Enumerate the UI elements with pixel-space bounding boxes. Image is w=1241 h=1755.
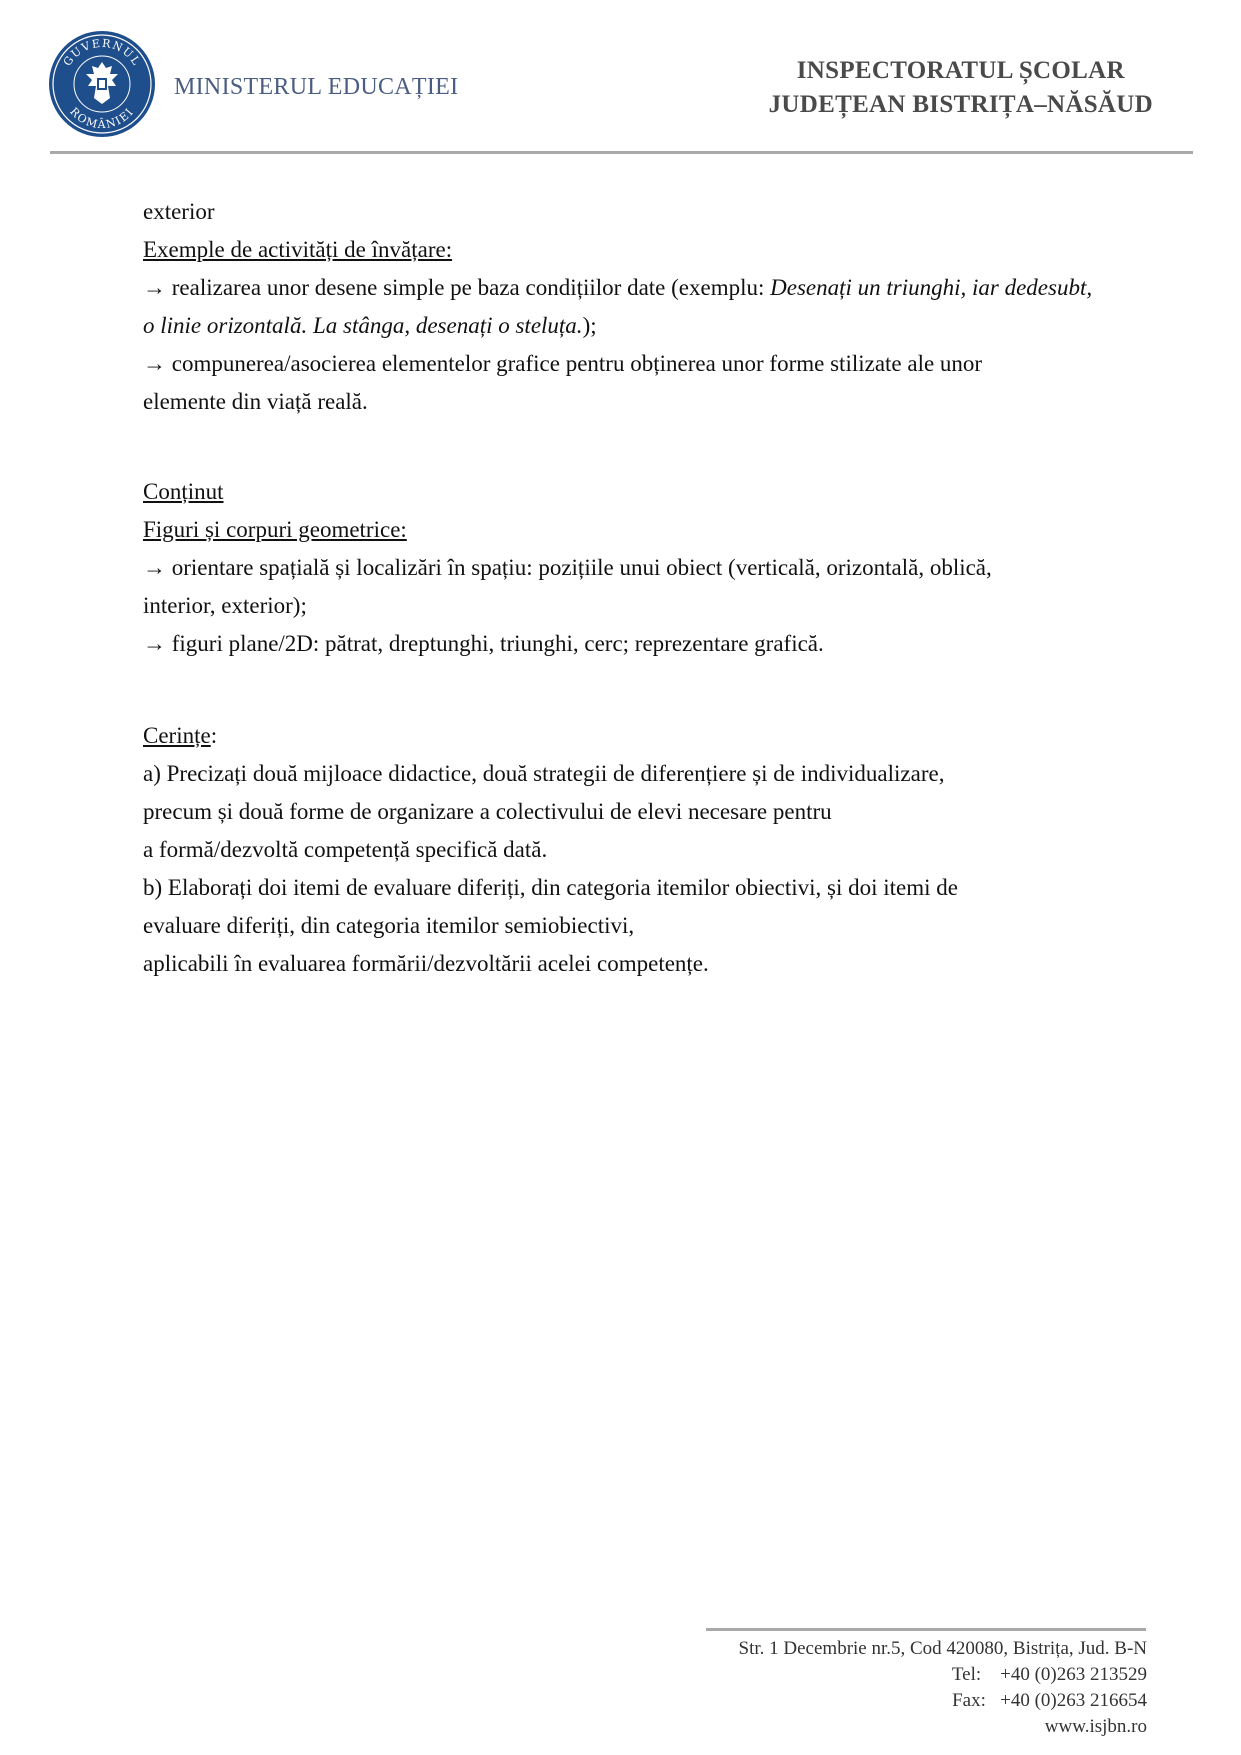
inspectorate-line-1: INSPECTORATUL ȘCOLAR: [796, 57, 1125, 84]
document-body: exterior Exemple de activități de învățare: → realizarea unor desene simple pe baza condițiilor date (exemplu: Desenați un triunghi, iar dedesubt, o linie orizontală. La stânga, desenați o steluța.); → compunerea/asocierea elementelor grafice pentru obținerea unor forme stilizate ale unor elemente din viață reală. Conținut Figuri și corpuri geometrice: → orientare spațială și localizări în spațiu: pozițiile unui obiect (verticală, orizontală, oblică, interior, exterior); → figuri plane/2D: pătrat, dreptunghi, triunghi, cerc; reprezentare grafică. Cerințe: a) Precizați două mijloace didactice, două strategii de diferențiere și de individualizare, precum și două forme de organizare a colectivului de elevi necesare pentru a formă/dezvoltă competență specifică dată. b) Elaborați doi itemi de evaluare diferiți, din categoria itemilor obiectivi, și doi itemi de evaluare diferiți, din categoria itemilor semiobiectivi, aplicabili în evaluarea formării/dezvoltării acelei competențe.: [143, 193, 1103, 983]
example-activity-2-line-2: elemente din viață reală.: [143, 389, 368, 414]
logo-text-bottom: ROMÂNIEI: [67, 104, 137, 132]
requirements-heading: Cerințe: [143, 723, 211, 748]
examples-heading: Exemple de activități de învățare:: [143, 237, 453, 262]
content-heading: Conținut: [143, 479, 224, 504]
requirement-a-line-3: a formă/dezvoltă competență specifică dată.: [143, 837, 548, 862]
footer-address: Str. 1 Decembrie nr.5, Cod 420080, Bistrița, Jud. B-N: [738, 1638, 1147, 1659]
figures-item-1-line-1: → orientare spațială și localizări în spațiu: pozițiile unui obiect (verticală, orizontală, oblică,: [143, 555, 992, 580]
inspectorate-name: [769, 54, 1153, 122]
spacer: [143, 421, 1103, 473]
figures-item-1-line-2: interior, exterior);: [143, 593, 307, 618]
footer-fax: Fax: +40 (0)263 216654: [952, 1690, 1147, 1711]
example-instruction: Desenați un triunghi, iar dedesubt, o linie orizontală. La stânga, desenați o steluța.: [143, 275, 1093, 338]
requirement-b-line-3: aplicabili în evaluarea formării/dezvoltării acelei competențe.: [143, 951, 709, 976]
spacer: [143, 663, 1103, 717]
footer-divider: [706, 1628, 1146, 1631]
example-activity-2-line-1: → compunerea/asocierea elementelor grafice pentru obținerea unor forme stilizate ale unor: [143, 351, 983, 376]
inspectorate-line-2: JUDEȚEAN BISTRIȚA–NĂSĂUD: [768, 91, 1153, 118]
page-header: [0, 0, 1241, 160]
footer-website: www.isjbn.ro: [1044, 1716, 1147, 1737]
figures-item-2: → figuri plane/2D: pătrat, dreptunghi, triunghi, cerc; reprezentare grafică.: [143, 631, 824, 656]
header-divider: [50, 151, 1193, 154]
logo-text-top: GUVERNUL: [60, 36, 144, 69]
example-activity-1: → realizarea unor desene simple pe baza condițiilor date (exemplu: Desenați un triunghi, iar dedesubt, o linie orizontală. La stânga, desenați o steluța.);: [143, 275, 1093, 338]
figures-heading: Figuri și corpuri geometrice:: [143, 517, 407, 542]
text-line-exterior: exterior: [143, 199, 215, 224]
ministry-name: MINISTERUL EDUCAȚIEI: [174, 74, 459, 100]
requirement-a-line-2: precum și două forme de organizare a colectivului de elevi necesare pentru: [143, 799, 832, 824]
footer-tel: Tel: +40 (0)263 213529: [951, 1664, 1147, 1685]
requirement-a-line-1: a) Precizați două mijloace didactice, două strategii de diferențiere și de individualizare,: [143, 761, 945, 786]
romanian-government-seal-logo: [48, 30, 156, 138]
requirement-b-line-1: b) Elaborați doi itemi de evaluare diferiți, din categoria itemilor obiectivi, și doi itemi de: [143, 875, 958, 900]
requirement-b-line-2: evaluare diferiți, din categoria itemilor semiobiectivi,: [143, 913, 635, 938]
page-footer: [739, 1636, 1147, 1740]
